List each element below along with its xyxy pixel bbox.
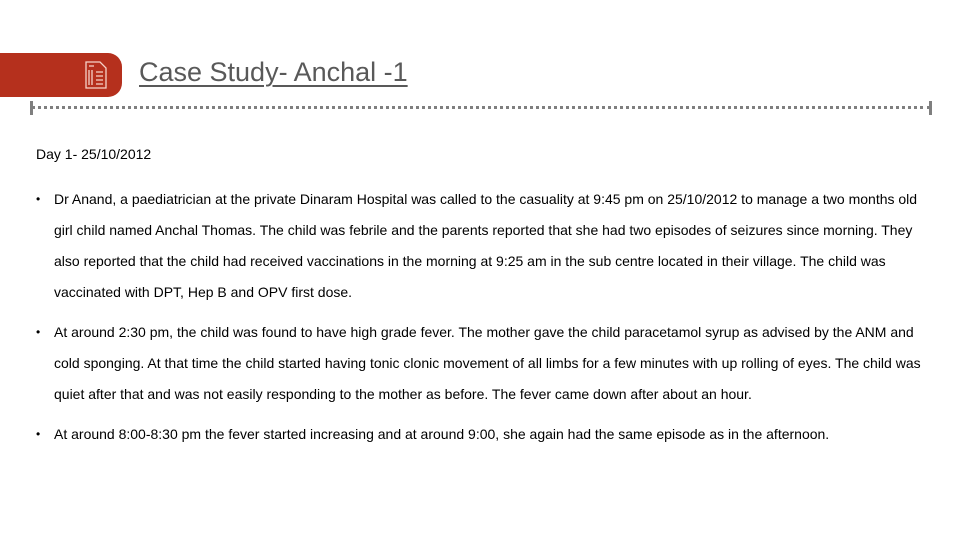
divider-cap: [30, 101, 33, 115]
title-banner: [0, 53, 122, 97]
bullet-item: • At around 8:00-8:30 pm the fever started increasing and at around 9:00, she again had the same episode as in the afternoon.: [36, 419, 936, 450]
day-heading: Day 1- 25/10/2012: [36, 146, 152, 162]
document-icon: [83, 60, 109, 90]
bullet-item: • At around 2:30 pm, the child was found to have high grade fever. The mother gave the child paracetamol syrup as advised by the ANM and cold sponging. At that time the child started having tonic clonic movement of all limbs for a few minutes with up rolling of eyes. The child was quiet after that and was not easily responding to the mother as before. The fever came down after about an hour.: [36, 317, 936, 410]
divider-cap: [929, 101, 932, 115]
bullet-item: • Dr Anand, a paediatrician at the private Dinaram Hospital was called to the casuality at 9:45 pm on 25/10/2012 to manage a two months old girl child named Anchal Thomas. The child was febrile and the parents reported that she had two episodes of seizures since morning. They also reported that the child had received vaccinations in the morning at 9:25 am in the sub centre located in their village. The child was vaccinated with DPT, Hep B and OPV first dose.: [36, 184, 936, 308]
case-bullets: [36, 184, 936, 459]
divider: [31, 106, 931, 113]
slide-title: Case Study- Anchal -1: [139, 57, 408, 87]
